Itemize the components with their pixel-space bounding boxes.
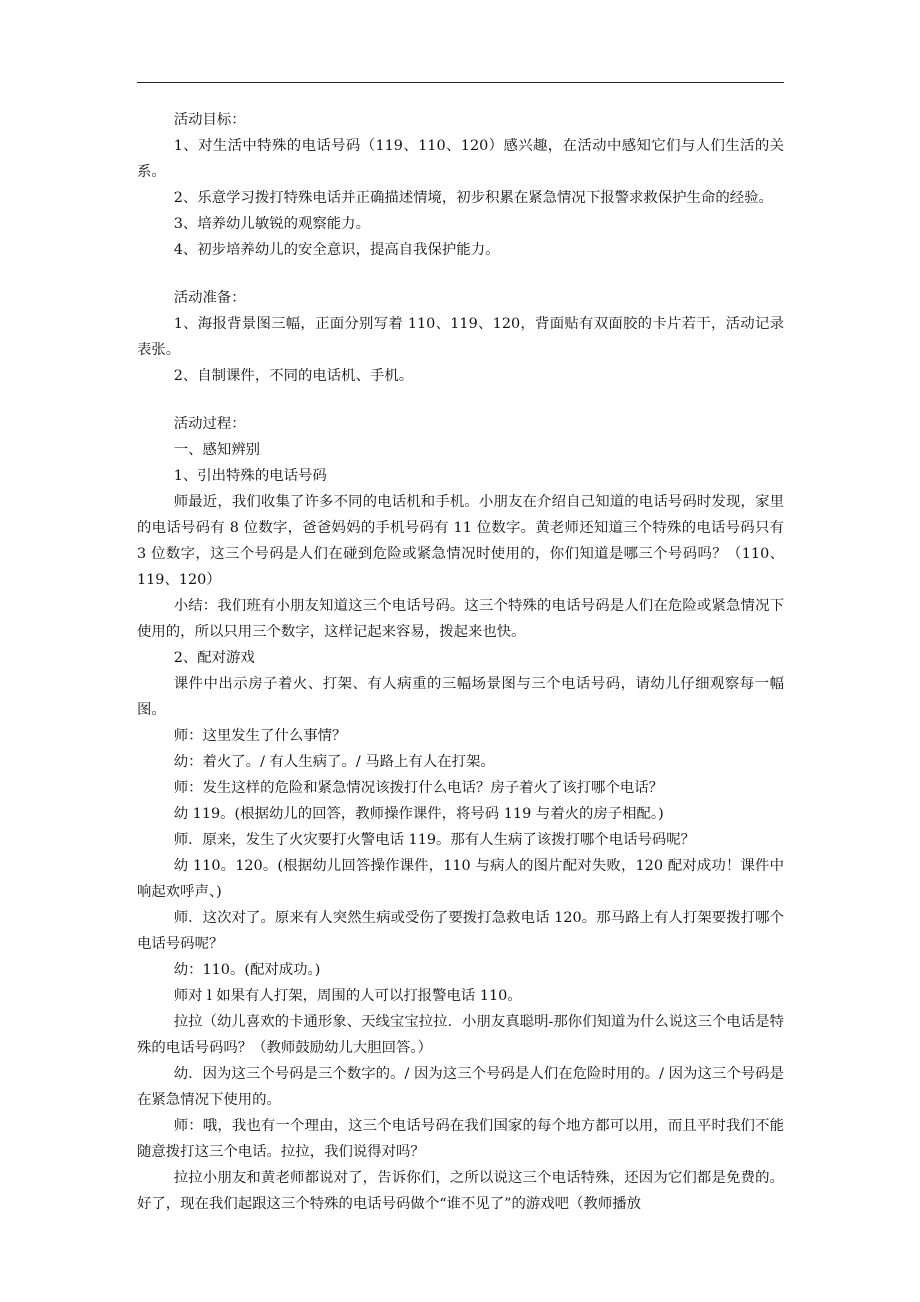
header-rule bbox=[137, 82, 784, 83]
goal-item: 1、对生活中特殊的电话号码（119、110、120）感兴趣，在活动中感知它们与人们生活的关系。 bbox=[137, 138, 784, 180]
process-paragraph: 拉拉（幼儿喜欢的卡通形象、天线宝宝拉拉．小朋友真聪明-那你们知道为什么说这三个电话是特殊的电话号码吗？（教师鼓励幼儿大胆回答。） bbox=[137, 1014, 784, 1056]
goal-item: 4、初步培养幼儿的安全意识，提高自我保护能力。 bbox=[173, 242, 500, 258]
process-paragraph: 幼：着火了。/ 有人生病了。/ 马路上有人在打架。 bbox=[173, 754, 495, 770]
prep-item: 2、自制课件，不同的电话机、手机。 bbox=[173, 368, 414, 384]
section-gap bbox=[137, 263, 784, 285]
process-paragraph: 幼．因为这三个号码是三个数字的。/ 因为这三个号码是人们在危险时用的。/ 因为这三个号码是在紧急情况下使用的。 bbox=[137, 1066, 784, 1108]
process-paragraph: 2、配对游戏 bbox=[173, 650, 255, 666]
process-paragraph: 师对 l 如果有人打架，周围的人可以打报警电话 110。 bbox=[173, 988, 522, 1004]
process-paragraph: 师：这里发生了什么事情？ bbox=[173, 728, 347, 744]
prep-heading: 活动准备： bbox=[173, 290, 246, 306]
goals-heading: 活动目标： bbox=[173, 112, 246, 128]
process-paragraph: 师：哦，我也有一个理由，这三个电话号码在我们国家的每个地方都可以用，而且平时我们不能随意拨打这三个电话。拉拉，我们说得对吗？ bbox=[137, 1118, 784, 1160]
goal-item: 3、培养幼儿敏锐的观察能力。 bbox=[173, 216, 370, 232]
section-gap bbox=[137, 389, 784, 411]
goal-item: 2、乐意学习拨打特殊电话并正确描述情境，初步积累在紧急情况下报警求救保护生命的经验。 bbox=[173, 190, 773, 206]
process-paragraph: 课件中出示房子着火、打架、有人病重的三幅场景图与三个电话号码，请幼儿仔细观察每一幅图。 bbox=[137, 676, 784, 718]
process-paragraph: 1、引出特殊的电话号码 bbox=[173, 468, 327, 484]
process-paragraph: 师最近，我们收集了许多不同的电话机和手机。小朋友在介绍自己知道的电话号码时发现，家里的电话号码有 8 位数字，爸爸妈妈的手机号码有 11 位数字。黄老师还知道三个特殊的电话号码只有 3 位数字，这三个号码是人们在碰到危险或紧急情况时使用的，你们知道是哪三个号码吗？（110、119、120） bbox=[137, 494, 784, 588]
process-paragraph: 幼 110。120。(根据幼儿回答操作课件，110 与病人的图片配对失败，120 配对成功！课件中响起欢呼声、) bbox=[137, 858, 784, 900]
process-paragraph: 师．原来，发生了火灾要打火警电话 119。那有人生病了该拨打哪个电话号码呢？ bbox=[173, 832, 696, 848]
process-paragraph: 一、感知辨别 bbox=[173, 442, 261, 458]
document-body bbox=[137, 107, 784, 1217]
prep-item: 1、海报背景图三幅，正面分别写着 110、119、120，背面贴有双面胶的卡片若干，活动记录表张。 bbox=[137, 316, 784, 358]
process-paragraph: 小结：我们班有小朋友知道这三个电话号码。这三个特殊的电话号码是人们在危险或紧急情况下使用的，所以只用三个数字，这样记起来容易，拨起来也快。 bbox=[137, 598, 784, 640]
process-paragraph: 师．这次对了。原来有人突然生病或受伤了要拨打急救电话 120。那马路上有人打架要拨打哪个电话号码呢？ bbox=[137, 910, 784, 952]
process-paragraph: 幼 119。(根据幼儿的回答，教师操作课件，将号码 119 与着火的房子相配。) bbox=[173, 806, 664, 822]
process-paragraph: 拉拉小朋友和黄老师都说对了，告诉你们，之所以说这三个电话特殊，还因为它们都是免费的。好了，现在我们起跟这三个特殊的电话号码做个“谁不见了”的游戏吧（教师播放 bbox=[137, 1170, 784, 1212]
process-paragraph: 师：发生这样的危险和紧急情况该拨打什么电话？房子着火了该打哪个电话？ bbox=[173, 780, 664, 796]
process-heading: 活动过程： bbox=[173, 416, 246, 432]
process-paragraph: 幼：110。(配对成功。) bbox=[173, 962, 321, 978]
